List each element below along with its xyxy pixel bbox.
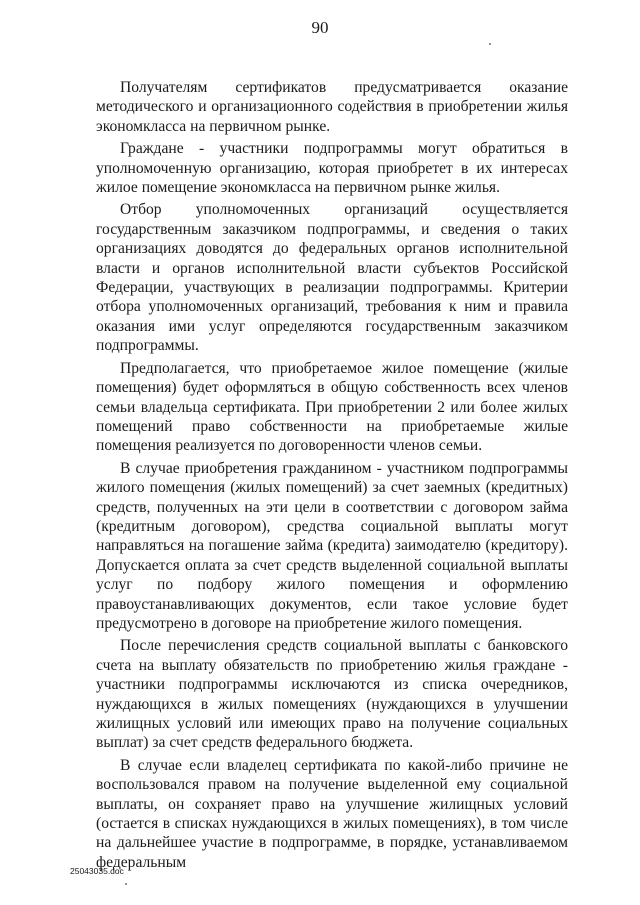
scan-speck: [125, 883, 127, 885]
scan-speck: [489, 43, 491, 45]
footer-filename: 25043035.doc: [70, 866, 124, 876]
paragraph: В случае если владелец сертификата по какой-либо причине не воспользовался правом на получение выделенной ему социальной выплаты, он сохраняет право на улучшение жилищных условий (остается в списках нуждающихся в жилых помещениях), в том числе на дальнейшее участие в подпрограмме, в порядке, устанавливаемом федеральным: [96, 756, 568, 871]
body-text: [96, 78, 568, 875]
paragraph: Предполагается, что приобретаемое жилое помещение (жилые помещения) будет оформляться в общую собственность всех членов семьи владельца сертификата. При приобретении 2 или более жилых помещений право собственности на приобретаемые жилые помещения реализуется по договоренности членов семьи.: [96, 359, 568, 455]
paragraph: В случае приобретения гражданином - участником подпрограммы жилого помещения (жилых помещений) за счет заемных (кредитных) средств, полученных на эти цели в соответствии с договором займа (кредитным договором), средства социальной выплаты могут направляться на погашение займа (кредита) заимодателю (кредитору). Допускается оплата за счет средств выделенной социальной выплаты услуг по подбору жилого помещения и оформлению правоустанавливающих документов, если такое условие будет предусмотрено в договоре на приобретение жилого помещения.: [96, 459, 568, 632]
paragraph: Граждане - участники подпрограммы могут обратиться в уполномоченную организацию, которая приобретет в их интересах жилое помещение экономкласса на первичном рынке жилья.: [96, 140, 568, 197]
paragraph: Отбор уполномоченных организаций осуществляется государственным заказчиком подпрограммы, и сведения о таких организациях доводятся до федеральных органов исполнительной власти и органов исполнительной власти субъектов Российской Федерации, участвующих в реализации подпрограммы. Критерии отбора уполномоченных организаций, требования к ним и правила оказания ими услуг определяются государственным заказчиком подпрограммы.: [96, 201, 568, 355]
page-number: 90: [311, 18, 329, 37]
paragraph: После перечисления средств социальной выплаты с банковского счета на выплату обязательств по приобретению жилья граждане - участники подпрограммы исключаются из списка очередников, нуждающихся в жилых помещениях (нуждающихся в улучшении жилищных условий или имеющих право на получение социальных выплат) за счет средств федерального бюджета.: [96, 637, 568, 752]
paragraph: Получателям сертификатов предусматривается оказание методического и организационного содействия в приобретении жилья экономкласса на первичном рынке.: [96, 79, 568, 135]
